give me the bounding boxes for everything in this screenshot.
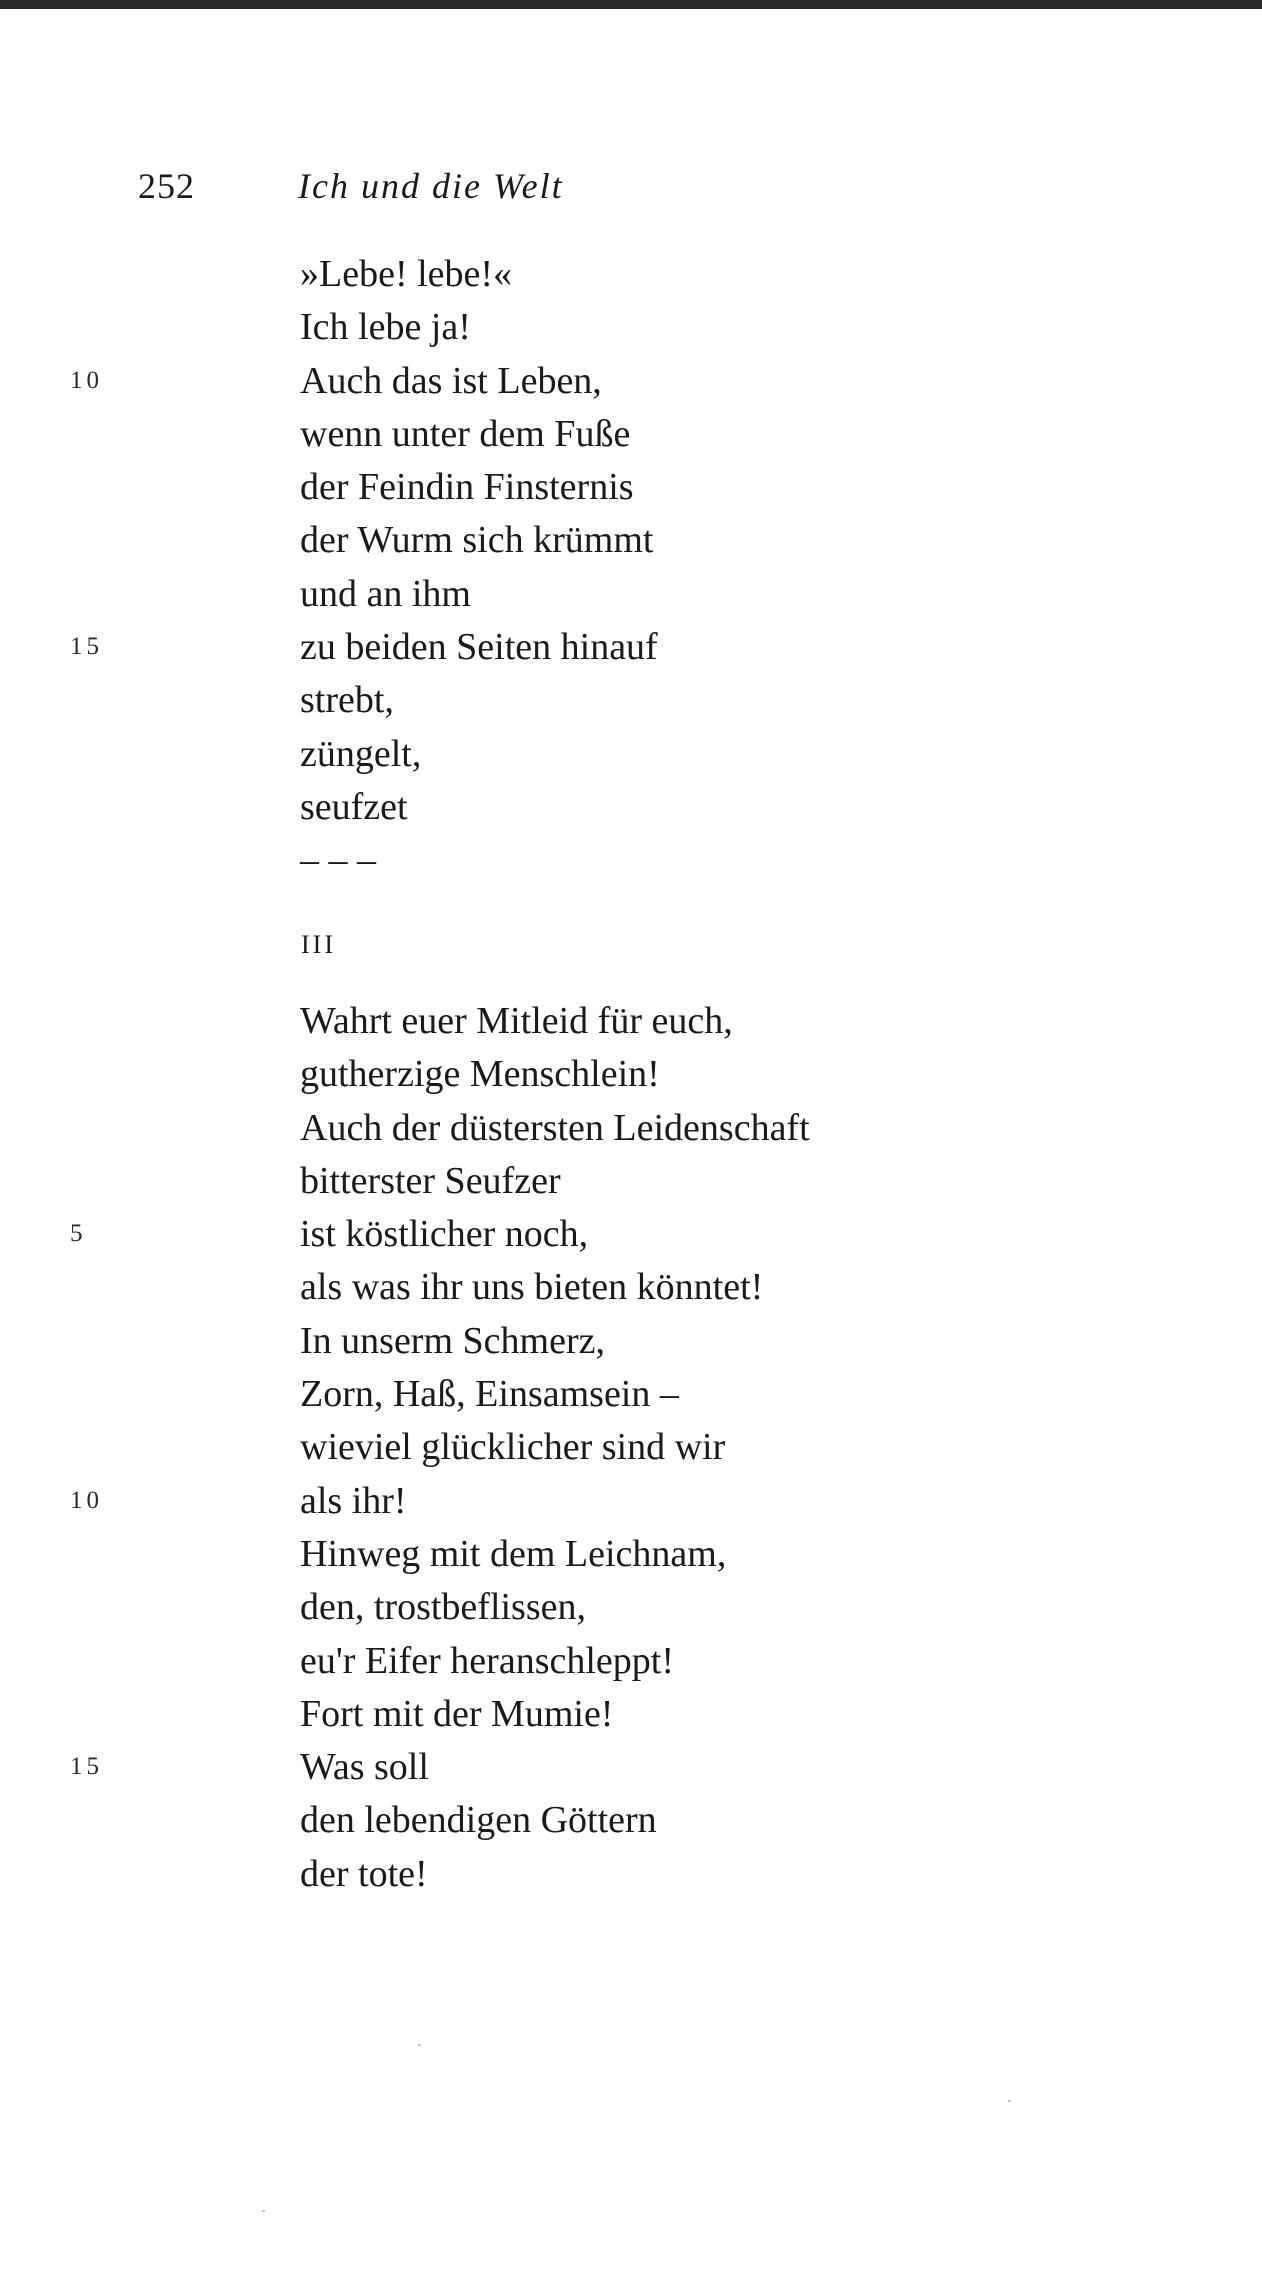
verse-text: Ich lebe ja!: [300, 306, 471, 349]
verse-text: »Lebe! lebe!«: [300, 253, 513, 295]
verse-text: der tote!: [300, 1852, 428, 1895]
verse-text: Auch der düstersten Leidenschaft: [300, 1106, 810, 1149]
verse-line: [0, 1315, 1262, 1368]
verse-text: seufzet: [300, 785, 408, 828]
ellipsis-dashes: [0, 834, 1262, 887]
verse-line: [0, 1635, 1262, 1688]
verse-text: strebt,: [300, 679, 394, 722]
verse-line: [0, 408, 1262, 461]
verse-line: [0, 1475, 1262, 1528]
verse-line: [0, 1048, 1262, 1101]
verse-text: Fort mit der Mumie!: [300, 1692, 614, 1735]
verse-line: [0, 1848, 1262, 1901]
verse-line: [0, 1581, 1262, 1634]
section-heading: III: [301, 930, 336, 959]
verse-text: als ihr!: [300, 1479, 407, 1522]
verse-text: Hinweg mit dem Leichnam,: [300, 1532, 727, 1575]
line-number: 15: [70, 633, 103, 661]
running-title: Ich und die Welt: [298, 166, 564, 206]
verse-text: der Wurm sich krümmt: [300, 519, 654, 562]
verse-text: Zorn, Haß, Einsamsein –: [300, 1373, 679, 1416]
verse-text: In unserm Schmerz,: [300, 1319, 605, 1362]
verse-line: [0, 1102, 1262, 1155]
verse-line: [0, 1155, 1262, 1208]
paper-speck: [262, 2210, 265, 2212]
stanza-iii: [0, 995, 1262, 1901]
line-number: 5: [70, 1220, 87, 1248]
verse-text: Auch das ist Leben,: [300, 359, 602, 402]
verse-text: ist köstlicher noch,: [300, 1213, 589, 1256]
verse-line: [0, 1421, 1262, 1474]
verse-text: den lebendigen Göttern: [300, 1799, 657, 1842]
verse-line: [0, 1794, 1262, 1847]
verse-text: wenn unter dem Fuße: [300, 412, 631, 455]
top-edge-rule: [0, 0, 1262, 9]
line-number: 10: [70, 366, 103, 394]
verse-text: zu beiden Seiten hinauf: [300, 626, 658, 669]
verse-text: gutherzige Menschlein!: [300, 1053, 660, 1096]
verse-line: [0, 995, 1262, 1048]
verse-line: [0, 568, 1262, 621]
verse-line: [0, 781, 1262, 834]
verse-text: eu'r Eifer heranschleppt!: [300, 1639, 674, 1682]
verse-text: – – –: [300, 839, 376, 882]
verse-line: [0, 355, 1262, 408]
verse-line: [0, 621, 1262, 674]
verse-line: [0, 1528, 1262, 1581]
verse-line: [0, 1741, 1262, 1794]
verse-text: Was soll: [300, 1746, 429, 1789]
verse-text: züngelt,: [300, 732, 422, 775]
verse-line: [0, 1261, 1262, 1314]
verse-text: der Feindin Finsternis: [300, 466, 634, 509]
verse-line: [0, 1368, 1262, 1421]
verse-line: [0, 514, 1262, 567]
paper-speck: [1008, 2100, 1011, 2102]
verse-text: Wahrt euer Mitleid für euch,: [300, 1000, 733, 1042]
verse-line: [0, 674, 1262, 727]
verse-text: als was ihr uns bieten könntet!: [300, 1266, 764, 1309]
verse-line: [0, 1208, 1262, 1261]
line-number: 10: [70, 1486, 103, 1514]
line-number: 15: [70, 1753, 103, 1781]
verse-line: [0, 301, 1262, 354]
verse-text: und an ihm: [300, 572, 471, 615]
page-number: 252: [138, 166, 195, 206]
stanza-continued: [0, 248, 1262, 888]
paper-speck: [418, 2044, 421, 2046]
verse-line: [0, 728, 1262, 781]
verse-text: bitterster Seufzer: [300, 1159, 561, 1202]
verse-line: [0, 1688, 1262, 1741]
verse-line: [0, 248, 1262, 301]
verse-text: wieviel glücklicher sind wir: [300, 1426, 726, 1469]
verse-line: [0, 461, 1262, 514]
running-header: [0, 165, 1262, 215]
verse-text: den, trostbeflissen,: [300, 1586, 587, 1629]
